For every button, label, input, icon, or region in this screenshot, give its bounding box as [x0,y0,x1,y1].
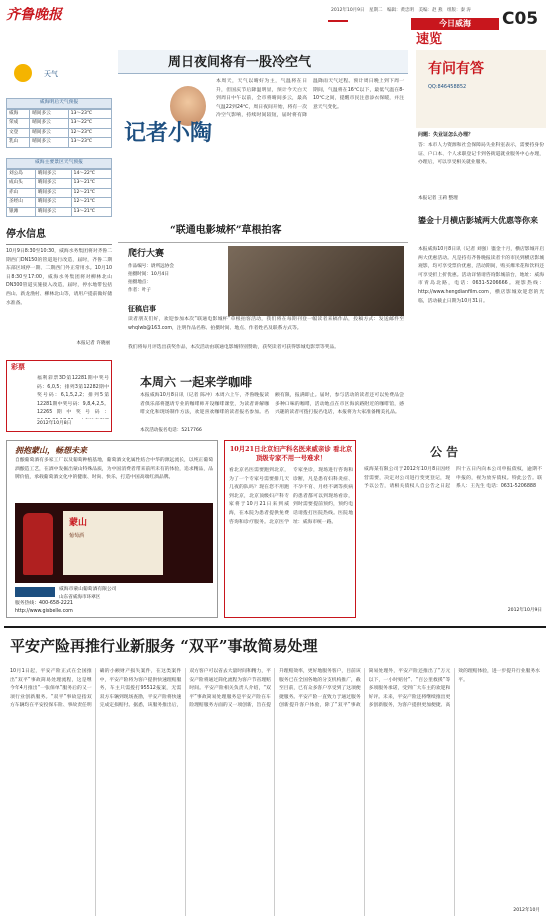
bottom-story-date: 2012年10月 [513,908,540,913]
masthead [6,6,546,46]
photo-place: 拍摄地点： [128,280,151,285]
coffee-event-body: 本报威海10月8日讯（记者 陈冲）本周六上午，齐鲁晚报读者俱乐部将邀请专业的咖啡师开设咖啡课堂，为读者讲解咖啡文化和现场制作方法，欢迎喜欢咖啡的读者报名参加。名额有限，报满即止。届时，参与活动的读者还可以免费品尝多种口味的咖啡，活动地点在市区海滨路附近的咖啡馆，感兴趣的读者可拨打报名电话，本报将为大家准备精美礼品。 [140,393,404,416]
lottery-body: 福利彩票3D第12281期中奖号码：6,0,5；排列3第12282期中奖号码：6,1,5,2,2；排列5第12281期中奖号码：9,8,4,2,5。12265期中奖号码： [37,376,109,416]
qa-logo-qq: QQ:846458852 [428,84,467,90]
water-notice-body: 10月9日8:30至10:30，威海水务集团将对齐鲁二期西门DN150的管道进行改造，届时，齐鲁二期东部区域停一期、二期西门外正常用水。10月10日8:30至17:00，威海水务集团将对柳林北山DN300管道实施接入改造，届时，停水地带包括西山、新龙渔村、柳林北山等，请用户提前做好储水准备。 [6,249,112,306]
qa-body: 答：本市人力资源和社会保障局失业科室表示，需要持身份证、户口本、个人求职登记卡到各街道就业服务中心办理，办理后，可以享受相关就业服务。 [418,143,544,166]
wine-company: 威海市蒙山葡萄酒有限公司 [59,587,117,592]
scenic-table-title: 威海主要景区天气预报 [6,158,112,169]
table-row: 成山头 晴间多云 13～21℃ [7,179,112,189]
hospital-advert-title: 10月21日北京妇产科名医来威亲诊 看北京顶级专家不用一号难求！ [229,445,353,462]
lottery-title: 彩票 [11,363,25,371]
photo-date: 拍摄时间：10月4日 [128,272,169,277]
photo-contest-footer: 我们将每月评选出获奖作品，本次活动由联通电影城特别赞助，获奖读者可获得影城电影票等奖品。 [128,345,340,350]
table-row: 文登 晴间多云 12～23℃ [7,128,112,138]
public-notice [360,440,546,618]
forecast-table-body [6,109,112,148]
forecast-table-title: 威海明后天气预报 [6,98,112,109]
table-row: 赤山 晴间多云 12～21℃ [7,188,112,198]
columnist-name: 记者小陶 [124,120,213,146]
lottery-box [6,360,112,432]
lead-story-title: 周日夜间将有一股冷空气 [168,55,312,70]
promo-title: 鎏金十月横店影城两大优惠等你来 [418,215,538,225]
notice-body: 威海某有限公司于2012年10月8日因经营需要，决定对公司进行变更登记，现予以公告，请相关债权人自公告之日起四十五日内向本公司申报债权，逾期不申报的，视为放弃债权。特此公告。联系人：王先生 电话：0631-5206888 [364,467,542,490]
photo-contest [118,222,408,362]
wine-address: 山东省威海市环翠区 [59,595,101,600]
section-title: 今日威海 [411,18,499,30]
table-row: 荣成 晴间多云 13～22℃ [7,119,112,129]
scenic-table-body [6,169,112,218]
lead-story-body: 本周天，天气以晴好为主，气温将在日升，但国庆节后降温明显，预计今天白天到周日中午以前，全市将晴间多云，最高气温22到24℃，周日夜间开始，将有一次冷空气影响，持续时间较短，届时将有降温降雨天气过程。预计周日晚上到下周一期间，气温将在16℃以下，最低气温在8-10℃之间，提醒市民注意添衣保暖，并注意天气变化。 [216,79,404,119]
wine-ad-heading: 拥抱蒙山，畅想未来 [15,445,87,455]
qa-logo: 有问有答 [428,61,484,77]
bottom-story [4,626,546,920]
water-notice [6,228,112,353]
coffee-event-phone: 本次活动报名电话：5217766 [140,428,202,433]
page-number: C05 [502,9,539,29]
coffee-event-title: 本周六 一起来学咖啡 [140,375,253,389]
columnist-portrait [122,80,212,160]
wine-bottle-image [23,513,53,575]
sun-icon [14,64,32,82]
water-notice-title: 停水信息 [6,229,46,240]
weather-label: 天气 [44,70,58,78]
shrimp-photo [228,246,404,316]
company-logo [15,587,55,597]
masthead-rule [328,20,348,22]
table-row: 威海 晴间多云 13～23℃ [7,109,112,119]
table-row: 乳山 晴间多云 13～23℃ [7,138,112,148]
wine-label-image [63,511,163,575]
collect-title: 征稿启事 [128,304,156,313]
bottom-story-body: 10月1日起，平安产险正式在全国推出“双平”事故简易处理流程，这是继今年4月推出“一张保单”服务后的又一项行业创新服务。“双平”事故是指双方车辆均在平安投保车险、事故责任明确的小额财产损失案件，在这类案件中，平安产险将为客户提供快速理赔服务，车主只需拨打95512报案，无需双方车辆到现场查勘，平安产险将快速完成定损赔付。据悉，该服务推出后，双方客户可以省去大量时间和精力，平安产险将通过简化流程为客户节省理赔时间。平安产险相关负责人介绍，“双平”事故简易处理服务是平安产险在车险理赔服务方面的又一项创新，旨在提升理赔效率，更好地服务客户，目前该服务已在全国各地的分支机构推广，截至目前，已有众多客户享受到了这项便捷服务。平安产险一直致力于通过服务创新提升客户体验，除了“双平”事故简易处理外，平安产险还推出了“万元以下，一小时赔付”、“百公里救援”等多项服务承诺，受到广大车主的欢迎和好评。未来，平安产险还将继续推出更多创新服务，为客户提供更加便捷、高效的理赔体验，进一步提升行业服务水平。 [10,669,540,709]
water-notice-byline: 本报记者 许晓丽 [76,341,110,346]
hospital-advert-body: 看北京名医需要跑到北京，为了一个专家号需要排几天几夜的队吗？现在您不用跑到北京，北京顶级妇产科专家将于10月21日来到威海，在本院为患者提供免费咨询和诊疗服务。北京医学专家坐诊，现场进行咨询和诊断，凡是患有妇科炎症、不孕不育、月经不调等疾病的患者都可以到现场看诊，到时需要提前预约，预约电话请拨打医院热线。医院地址：威海市统一路。 [229,468,353,525]
table-row: 圣经山 晴间多云 12～21℃ [7,198,112,208]
qa-title: 问题：失业证怎么办理？ [418,132,474,138]
qa-logo-box [416,50,546,128]
scenic-table [6,158,112,217]
photo-contest-title: 爬行大赛 [128,249,165,259]
newspaper-logo: 齐鲁晚报 [6,7,62,23]
promo-body: 本报威海10月8日讯（记者 刘强）鎏金十月，横店影城开启两大优惠活动。凡是持有齐鲁晚报读者卡的市民到横店影城观影，均可享受票价优惠，活动期间，购买爆米花和饮料还可享受折上折优惠。活动详情请咨询影城前台，地址：威海市青岛北路，电话：0631-5206666。观影热线：http://www.hengdianfilm.com，横店影城欢迎您的光临，活动截止日期为10月31日。 [418,247,544,304]
table-row: 刘公岛 晴间多云 14～22℃ [7,169,112,179]
hospital-advert [224,440,356,618]
sub-section-title: 速览 [416,32,443,47]
table-row: 银滩 晴间多云 13～21℃ [7,207,112,217]
lottery-date: 2012年10月8日 [37,421,72,426]
lead-story [118,50,408,218]
wine-contact: 服务热线：400-658-2221 [15,601,73,606]
photo-photographer: 作品编号：尉所远协会 [128,264,174,269]
wine-ad-body: 自酿葡萄酒有多家工厂以及葡萄种植基地，葡萄酒文化属性结合中华的源远流长，以纯正葡萄酒酿造工艺，在酒中发掘出蒙山特殊品质，为中国消费者带来前所未有的体验，追求精品，品牌价值，承载葡萄酒文化中的健康、时尚、快乐，打造中国高端红酒品牌。 [15,458,213,481]
bottom-story-title: 平安产险再推行业新服务 “双平”事故简易处理 [10,637,318,655]
forecast-table [6,98,112,148]
date-line: 2012年10月9日 星期二 编辑：黄忠明 美编：赵 燕 组版：秦 涛 [331,8,471,13]
wine-website: http://www.gisbelle.com [15,609,73,614]
coffee-event [118,370,408,438]
wine-product-image [15,503,213,583]
weather-panel [4,58,114,228]
collect-body: 读者朋友们好，欢迎参加本次“联通电影城杯”草根拍客活动，我们将在每期刊登一幅读者来稿作品，投稿方式：发送邮件至whqlwb@163.com，注明作品名称、拍摄时间、地点、作者姓名及联系方式等。 [128,317,404,331]
wine-advert [6,440,218,618]
photo-contest-kicker: “联通电影城杯”草根拍客 [170,225,282,236]
wine-label-text: 蒙山 [69,518,88,528]
notice-date: 2012年10月9日 [507,608,542,613]
notice-title: 公 告 [430,445,459,459]
wine-product-text: 葡萄酒 [69,533,85,539]
right-column [414,50,548,434]
photo-author: 作者：叶子 [128,288,151,293]
qa-byline: 本报记者 王莉 整理 [418,196,458,201]
